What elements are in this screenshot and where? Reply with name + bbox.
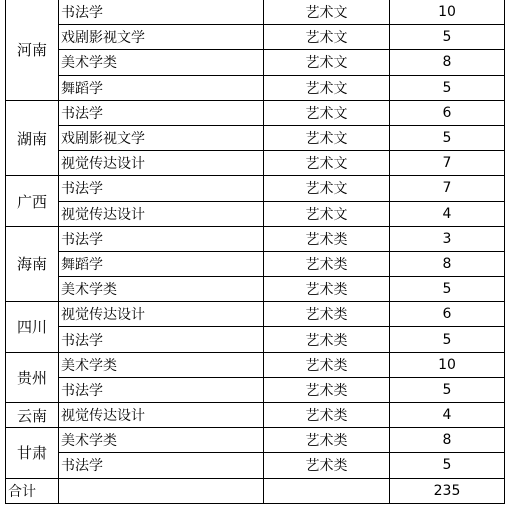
table-row [6, 0, 505, 25]
major-cell: 美术学类 [59, 428, 264, 453]
province-cell: 广西 [6, 176, 59, 226]
table-row [6, 75, 505, 100]
province-cell: 湖南 [6, 100, 59, 176]
quota-cell: 5 [390, 327, 505, 352]
kind-cell: 艺术文 [264, 25, 390, 50]
province-cell: 贵州 [6, 352, 59, 402]
major-cell: 书法学 [59, 226, 264, 251]
table-row [6, 403, 505, 428]
kind-cell: 艺术文 [264, 151, 390, 176]
kind-cell: 艺术类 [264, 352, 390, 377]
major-cell: 戏剧影视文学 [59, 25, 264, 50]
kind-cell: 艺术类 [264, 251, 390, 276]
kind-cell: 艺术类 [264, 226, 390, 251]
major-cell: 舞蹈学 [59, 251, 264, 276]
table-row [6, 277, 505, 302]
quota-cell: 6 [390, 100, 505, 125]
province-cell: 河南 [6, 0, 59, 100]
province-cell: 云南 [6, 403, 59, 428]
table-row [6, 377, 505, 402]
table-row [6, 352, 505, 377]
table-row [6, 226, 505, 251]
total-row [6, 478, 505, 503]
major-cell: 书法学 [59, 0, 264, 25]
quota-table [5, 0, 505, 504]
kind-cell: 艺术类 [264, 302, 390, 327]
total-empty-major [59, 478, 264, 503]
table-row [6, 201, 505, 226]
major-cell: 美术学类 [59, 352, 264, 377]
kind-cell: 艺术类 [264, 428, 390, 453]
table-row [6, 176, 505, 201]
major-cell: 书法学 [59, 377, 264, 402]
total-empty-kind [264, 478, 390, 503]
kind-cell: 艺术文 [264, 0, 390, 25]
table-body [6, 0, 505, 478]
quota-cell: 5 [390, 453, 505, 478]
kind-cell: 艺术类 [264, 377, 390, 402]
quota-cell: 8 [390, 428, 505, 453]
quota-cell: 5 [390, 25, 505, 50]
major-cell: 书法学 [59, 327, 264, 352]
kind-cell: 艺术文 [264, 50, 390, 75]
table-row [6, 428, 505, 453]
kind-cell: 艺术类 [264, 403, 390, 428]
quota-cell: 4 [390, 403, 505, 428]
major-cell: 视觉传达设计 [59, 302, 264, 327]
quota-cell: 7 [390, 151, 505, 176]
total-label: 合计 [6, 478, 59, 503]
table-row [6, 327, 505, 352]
table-row [6, 453, 505, 478]
province-cell: 甘肃 [6, 428, 59, 478]
major-cell: 书法学 [59, 176, 264, 201]
quota-cell: 8 [390, 251, 505, 276]
quota-cell: 7 [390, 176, 505, 201]
table-row [6, 50, 505, 75]
kind-cell: 艺术文 [264, 75, 390, 100]
kind-cell: 艺术类 [264, 453, 390, 478]
kind-cell: 艺术文 [264, 201, 390, 226]
kind-cell: 艺术类 [264, 277, 390, 302]
major-cell: 戏剧影视文学 [59, 125, 264, 150]
kind-cell: 艺术文 [264, 176, 390, 201]
quota-cell: 6 [390, 302, 505, 327]
kind-cell: 艺术文 [264, 100, 390, 125]
major-cell: 视觉传达设计 [59, 201, 264, 226]
table-row [6, 100, 505, 125]
quota-cell: 10 [390, 352, 505, 377]
major-cell: 美术学类 [59, 277, 264, 302]
table-row [6, 125, 505, 150]
quota-cell: 4 [390, 201, 505, 226]
major-cell: 舞蹈学 [59, 75, 264, 100]
quota-cell: 5 [390, 377, 505, 402]
table-row [6, 251, 505, 276]
quota-cell: 3 [390, 226, 505, 251]
quota-cell: 5 [390, 277, 505, 302]
major-cell: 书法学 [59, 100, 264, 125]
province-cell: 海南 [6, 226, 59, 302]
table-row [6, 25, 505, 50]
total-value: 235 [390, 478, 505, 503]
major-cell: 视觉传达设计 [59, 151, 264, 176]
table-row [6, 302, 505, 327]
major-cell: 美术学类 [59, 50, 264, 75]
table-row [6, 151, 505, 176]
quota-cell: 8 [390, 50, 505, 75]
kind-cell: 艺术文 [264, 125, 390, 150]
province-cell: 四川 [6, 302, 59, 352]
quota-cell: 5 [390, 75, 505, 100]
major-cell: 书法学 [59, 453, 264, 478]
major-cell: 视觉传达设计 [59, 403, 264, 428]
kind-cell: 艺术类 [264, 327, 390, 352]
quota-cell: 5 [390, 125, 505, 150]
quota-cell: 10 [390, 0, 505, 25]
